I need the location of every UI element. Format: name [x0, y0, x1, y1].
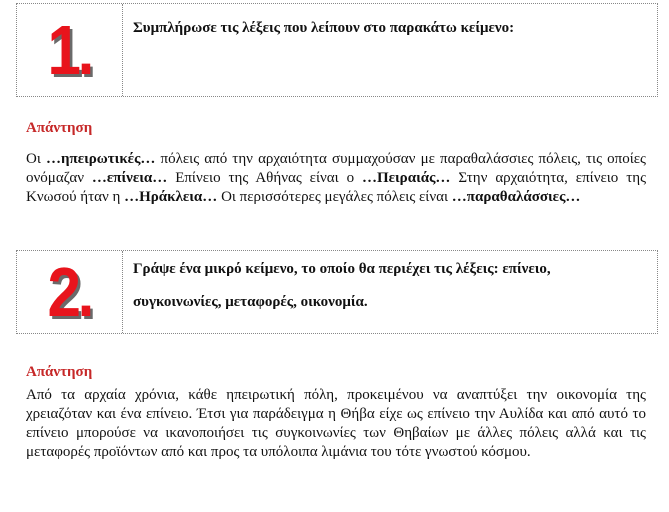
question-1-text: Συμπλήρωσε τις λέξεις που λείπουν στο παρακάτω κείμενο:: [133, 20, 515, 36]
answer-1-part: Οι: [26, 151, 46, 167]
question-2-text: [123, 251, 559, 333]
answer-1-word-3: …Πειραιάς…: [361, 170, 451, 186]
answer-1-word-1: …ηπειρωτικές…: [45, 151, 156, 167]
question-1-box: [16, 3, 658, 97]
question-1-number: 1.: [47, 11, 92, 89]
answer-1-part: Στην αρχαιότητα, επίνειο της Κνωσού ήταν η: [26, 170, 647, 205]
question-1-number-cell: [17, 4, 123, 96]
answer-1-part: Επίνειο της Αθήνας είναι ο: [167, 170, 362, 186]
question-2-box: [16, 250, 658, 334]
answer-1-word-4: …Ηράκλεια…: [124, 189, 218, 205]
answer-1-text: [26, 150, 646, 207]
answer-1-part: πόλεις από την αρχαιότητα συμμαχούσαν με παραθαλάσσιες πόλεις, τις οποίες ονόμαζαν: [26, 151, 646, 186]
answer-1-word-2: …επίνεια…: [91, 170, 168, 186]
answer-2-text: Από τα αρχαία χρόνια, κάθε ηπειρωτική πόλη, προκειμένου να αναπτύξει την οικονομία της χρειαζόταν και ένα επίνειο. Έτσι για παράδειγμα η Θήβα είχε ως επίνειο την Αυλίδα και από αυτό το επίνειο μπορούσε να ικανοποιήσει τις συγκοινωνίες των Θηβαίων με άλλες πόλεις αλλά και τις μεταφορές προϊόντων από και προς τα υπόλοιπα λιμάνια του τότε γνωστού κόσμου.: [26, 387, 646, 460]
answer-2-title: Απάντηση: [26, 364, 93, 380]
answer-1-part: Οι περισσότερες μεγάλες πόλεις είναι: [217, 189, 452, 205]
question-2-line-1: Γράψε ένα μικρό κείμενο, το οποίο θα περιέχει τις λέξεις: επίνειο,: [133, 261, 551, 277]
question-2-number: 2.: [47, 253, 92, 331]
answer-1-word-5: …παραθαλάσσιες…: [451, 189, 581, 205]
question-2-number-cell: [17, 251, 123, 333]
question-2-line-2: συγκοινωνίες, μεταφορές, οικονομία.: [133, 294, 368, 310]
answer-1-title: Απάντηση: [26, 120, 93, 136]
